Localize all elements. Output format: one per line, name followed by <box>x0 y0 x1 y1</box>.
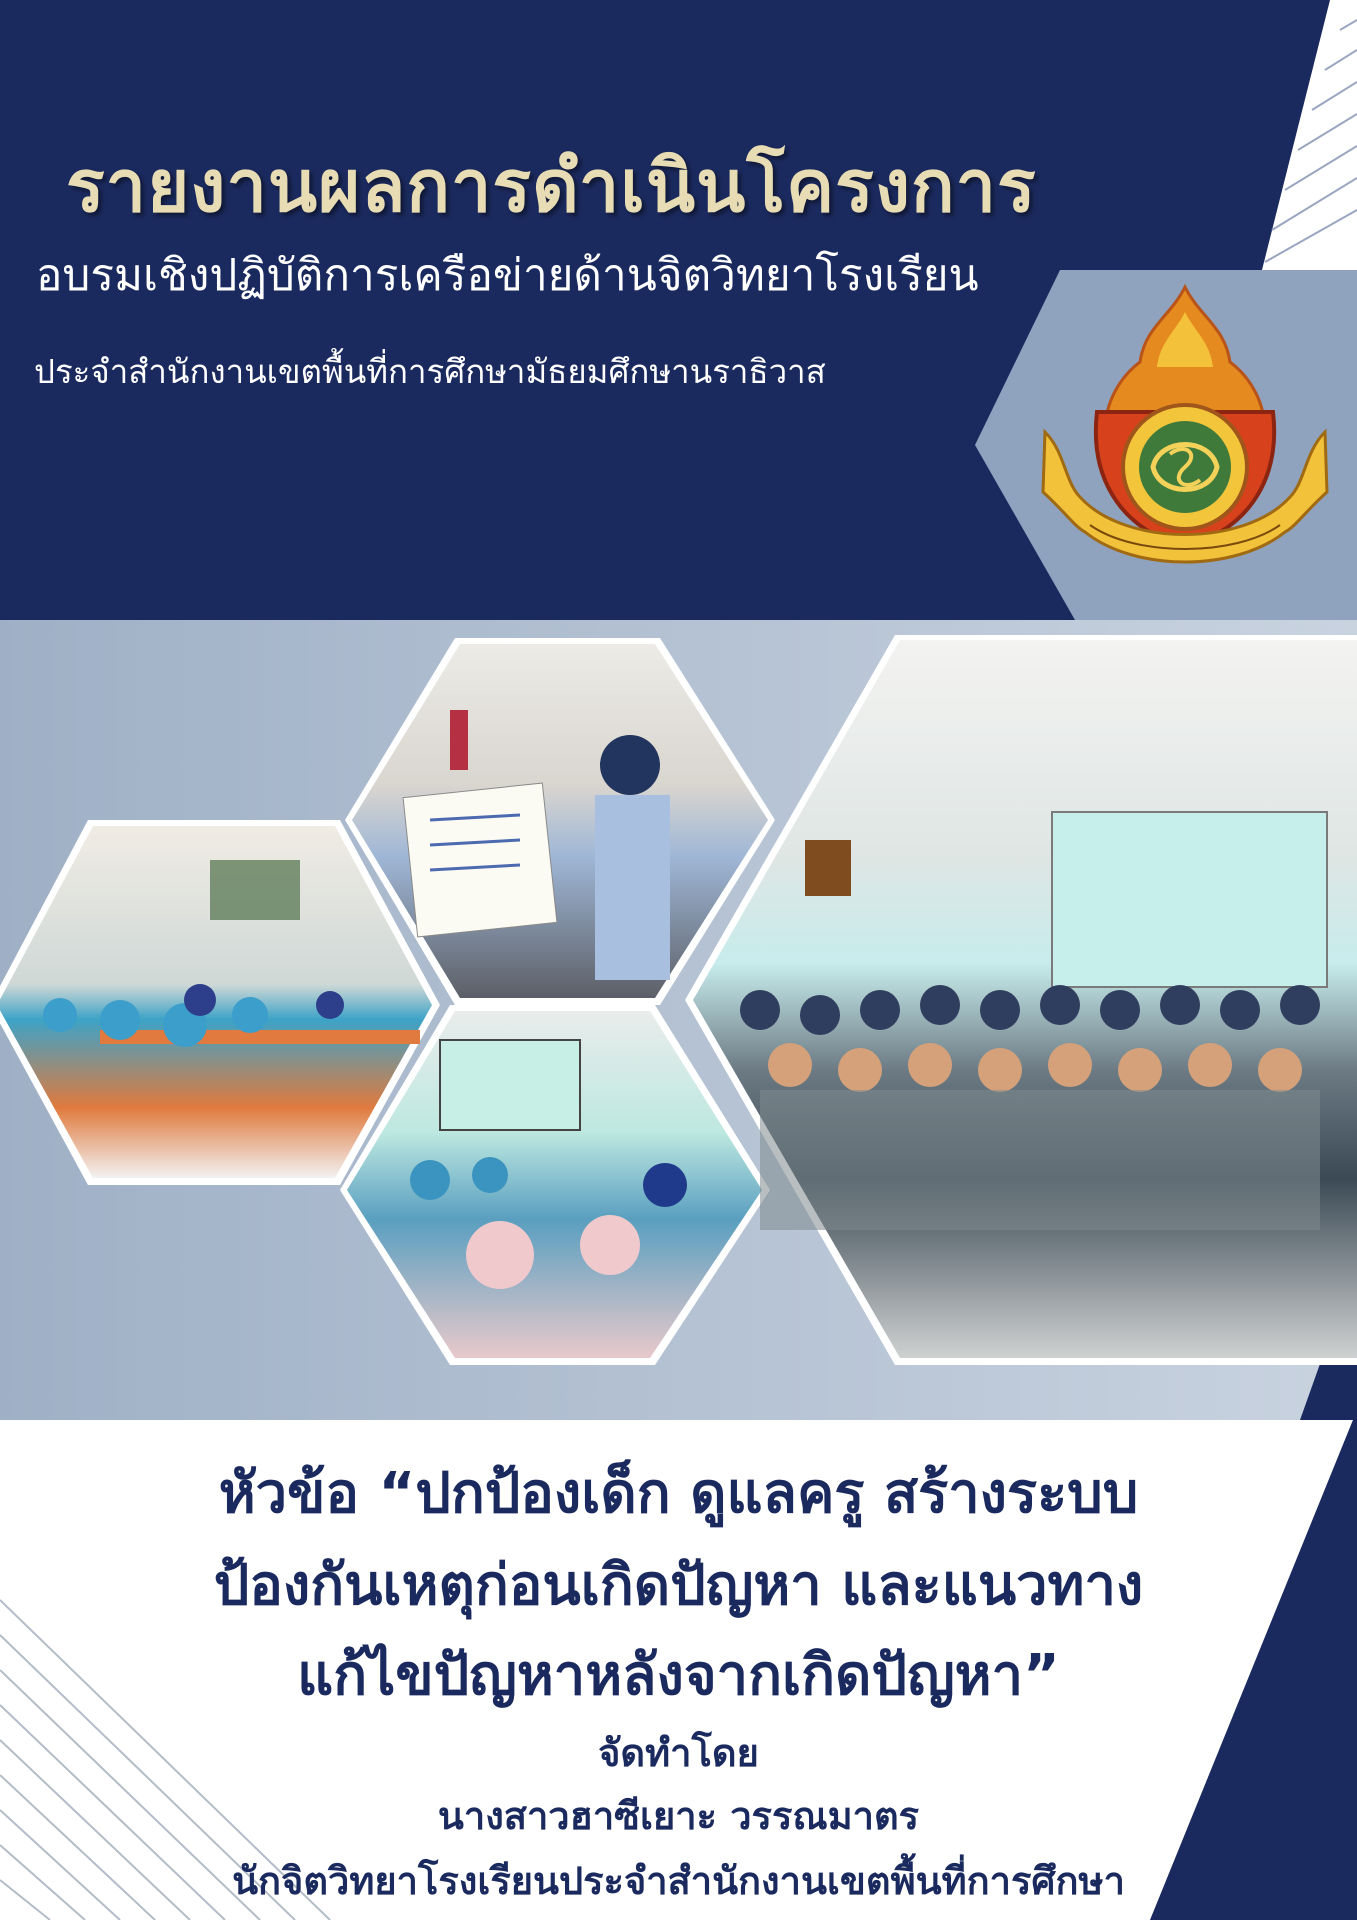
author-position: นักจิตวิทยาโรงเรียนประจำสำนักงานเขตพื้นที่การศึกษา <box>232 1859 1125 1903</box>
obec-emblem-icon <box>1035 282 1335 582</box>
photo-collage <box>0 620 1357 1420</box>
prepared-by-label: จัดทำโดย <box>598 1731 759 1775</box>
office-subtitle: ประจำสำนักงานเขตพื้นที่การศึกษามัธยมศึกษานราธิวาส <box>34 352 826 391</box>
project-subtitle: อบรมเชิงปฏิบัติการเครือข่ายด้านจิตวิทยาโรงเรียน <box>36 250 979 301</box>
topic-line-2: ป้องกันเหตุก่อนเกิดปัญหา และแนวทาง <box>213 1553 1144 1618</box>
topic-line-3: แก้ไขปัญหาหลังจากเกิดปัญหา” <box>297 1643 1060 1708</box>
topic-line-1: หัวข้อ “ปกป้องเด็ก ดูแลครู สร้างระบบ <box>218 1461 1139 1526</box>
author-name: นางสาวฮาซีเยาะ วรรณมาตร <box>437 1794 920 1838</box>
report-title: รายงานผลการดำเนินโครงการ <box>66 144 1037 228</box>
